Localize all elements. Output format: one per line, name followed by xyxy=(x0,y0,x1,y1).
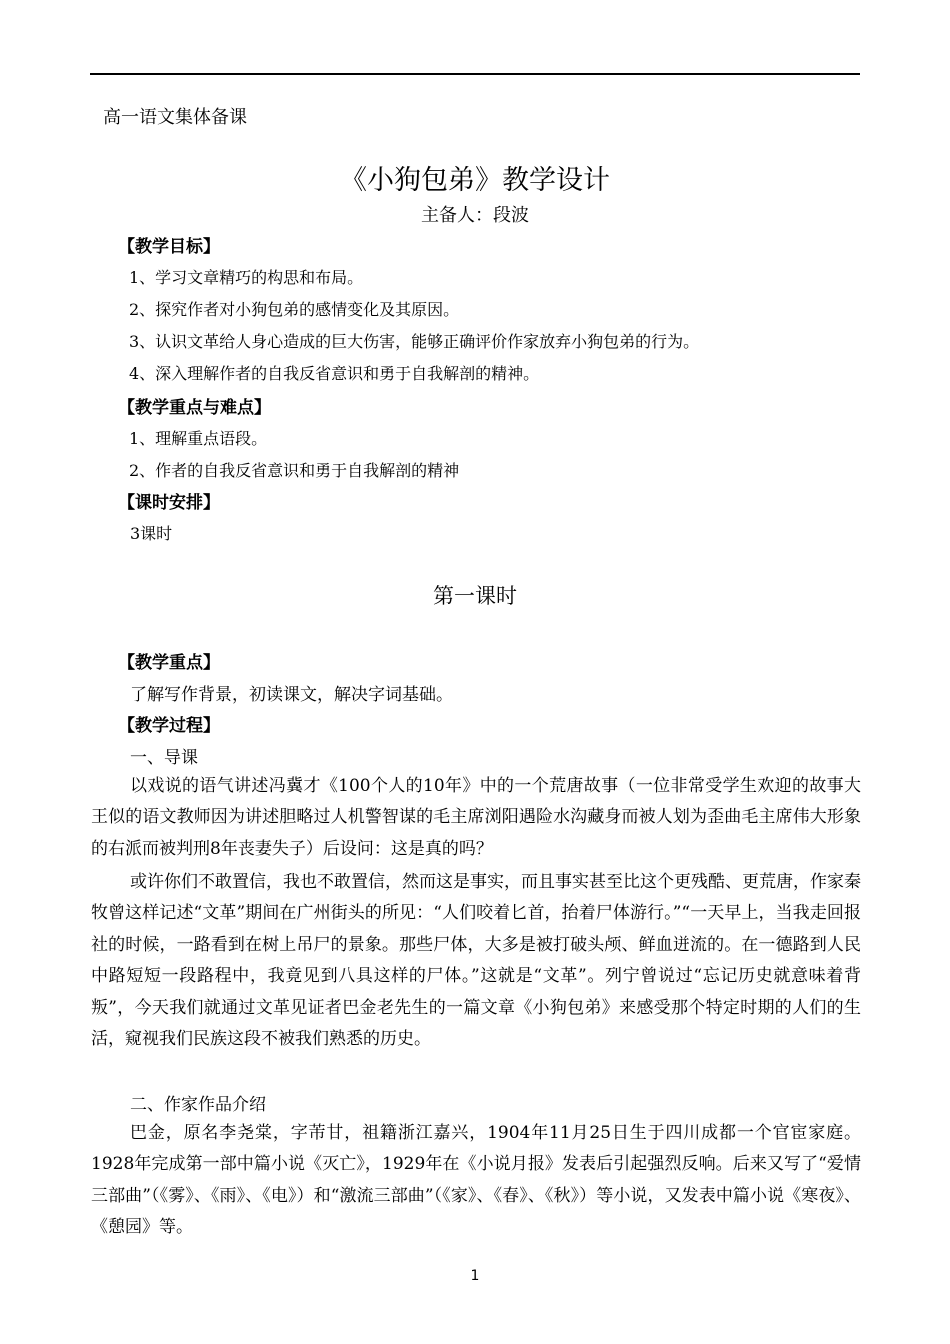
part2-heading: 二、作家作品介绍 xyxy=(130,1095,266,1115)
objective-item: 1、学习文章精巧的构思和布局。 xyxy=(129,268,364,287)
page-number: 1 xyxy=(470,1268,480,1284)
key-point-item: 1、理解重点语段。 xyxy=(129,429,268,448)
lesson-title: 第一课时 xyxy=(433,584,517,608)
schedule-text: 3课时 xyxy=(130,524,173,543)
key-points-heading: 【教学重点与难点】 xyxy=(118,398,271,418)
objectives-heading: 【教学目标】 xyxy=(118,237,220,257)
objective-item: 2、探究作者对小狗包弟的感情变化及其原因。 xyxy=(129,300,460,319)
key-point-item: 2、作者的自我反省意识和勇于自我解剖的精神 xyxy=(129,461,460,480)
process-heading: 【教学过程】 xyxy=(118,716,220,736)
intro-paragraph: 以戏说的语气讲述冯冀才《100个人的10年》中的一个荒唐故事（一位非常受学生欢迎的故事大王似的语文教师因为讲述胆略过人机警智谋的毛主席浏阳遇险水沟藏身而被人划为歪曲毛主席伟大形象的右派而被判刑8年丧妻失子）后设问：这是真的吗？ xyxy=(91,776,861,859)
background-paragraph: 或许你们不敢置信，我也不敢置信，然而这是事实，而且事实甚至比这个更残酷、更荒唐，作家秦牧曾这样记述“文革”期间在广州街头的所见：“人们咬着匕首，抬着尸体游行。”“一天早上，当我走回报社的时候，一路看到在树上吊尸的景象。那些尸体，大多是被打破头颅、鲜血迸流的。在一德路到人民中路短短一段路程中，我竟见到八具这样的尸体。”这就是“文革”。列宁曾说过“忘记历史就意味着背叛”，今天我们就通过文革见证者巴金老先生的一篇文章《小狗包弟》来感受那个特定时期的人们的生活，窥视我们民族这段不被我们熟悉的历史。 xyxy=(91,872,861,1050)
author-intro-paragraph: 巴金，原名李尧棠，字芾甘，祖籍浙江嘉兴，1904年11月25日生于四川成都一个官宦家庭。1928年完成第一部中篇小说《灭亡》，1929年在《小说月报》发表后引起强烈反响。后来又写了“爱情三部曲”（《雾》、《雨》、《电》）和“激流三部曲”（《家》、《春》、《秋》）等小说，又发表中篇小说《寒夜》、《憩园》等。 xyxy=(91,1123,861,1238)
focus-text: 了解写作背景，初读课文，解决字词基础。 xyxy=(130,685,453,705)
author-line: 主备人：段波 xyxy=(421,205,529,226)
page-title: 《小狗包弟》教学设计 xyxy=(340,165,610,196)
schedule-heading: 【课时安排】 xyxy=(118,493,220,513)
header-label: 高一语文集体备课 xyxy=(103,107,247,128)
objective-item: 3、认识文革给人身心造成的巨大伤害，能够正确评价作家放弃小狗包弟的行为。 xyxy=(129,332,700,351)
part1-heading: 一、导课 xyxy=(130,748,198,768)
header-rule xyxy=(90,73,860,75)
focus-heading: 【教学重点】 xyxy=(118,653,220,673)
objective-item: 4、深入理解作者的自我反省意识和勇于自我解剖的精神。 xyxy=(129,364,540,383)
